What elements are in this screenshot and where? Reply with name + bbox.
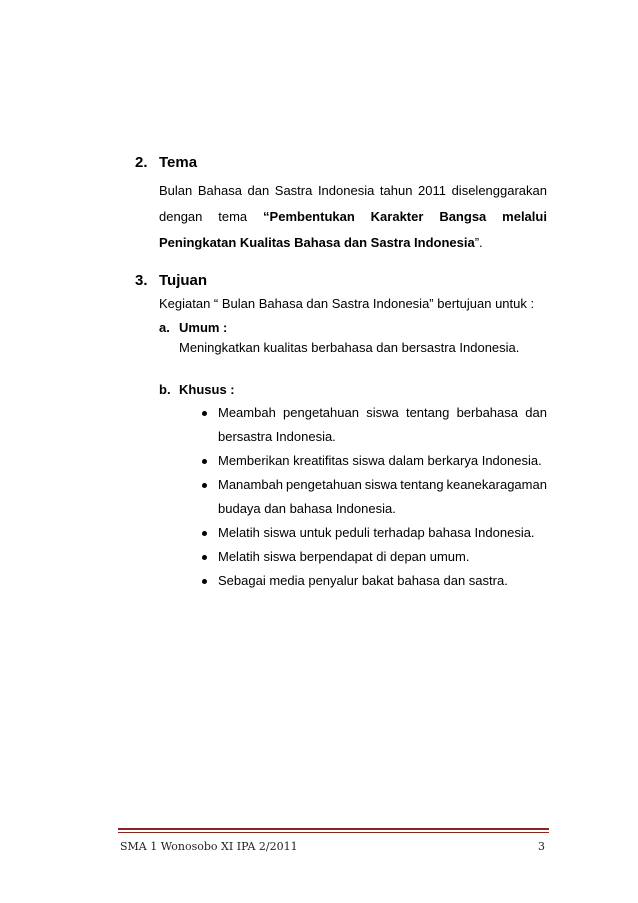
word: pengetahuan [285, 477, 362, 492]
word: Bahasa [197, 183, 242, 198]
word: tentang [400, 477, 444, 492]
word: 2011 [418, 183, 446, 198]
closing-quote: ”. [474, 235, 483, 250]
khusus-bullet-list [197, 401, 547, 593]
section-title: Tema [159, 154, 198, 171]
word: tentang [405, 405, 450, 420]
subsection-khusus [159, 382, 235, 397]
word: tahun [379, 183, 413, 198]
section-title: Tujuan [159, 272, 208, 289]
word: melalui [502, 209, 547, 224]
list-item [197, 449, 547, 473]
bullet-line [218, 473, 547, 497]
word: siswa [364, 477, 398, 492]
footer-rule [118, 828, 549, 830]
subsection-number: b. [159, 382, 171, 397]
umum-text: Meningkatkan kualitas berbahasa dan bersastra Indonesia. [179, 340, 520, 355]
subsection-number: a. [159, 320, 170, 335]
list-item [197, 569, 547, 593]
tema-paragraph [159, 178, 547, 256]
bullet-continuation: budaya dan bahasa Indonesia. [218, 501, 396, 516]
tema-line-2 [159, 204, 547, 230]
subsection-umum [159, 320, 227, 335]
bullet-icon [202, 531, 207, 536]
word: tema [218, 209, 248, 224]
word: berbahasa [456, 405, 519, 420]
subsection-label: Khusus : [179, 382, 235, 397]
footer-school-label: SMA 1 Wonosobo XI IPA 2/2011 [120, 840, 298, 853]
list-item [197, 473, 547, 521]
word: dan [247, 183, 270, 198]
word: Sastra [274, 183, 313, 198]
bullet-icon [202, 411, 207, 416]
word: diselenggarakan [451, 183, 547, 198]
bullet-continuation: bersastra Indonesia. [218, 429, 336, 444]
word: Karakter [370, 209, 424, 224]
list-item [197, 521, 547, 545]
section-heading-tema [135, 154, 197, 171]
tema-line-3 [159, 230, 547, 256]
subsection-label: Umum : [179, 320, 228, 335]
bullet-icon [202, 483, 207, 488]
word: Manambah [218, 477, 284, 492]
bullet-text: Sebagai media penyalur bakat bahasa dan sastra. [218, 573, 508, 588]
theme-title-bold: Peningkatan Kualitas Bahasa dan Sastra Indonesia [159, 235, 475, 250]
footer-rule-thin [118, 832, 549, 833]
bullet-text: Melatih siswa untuk peduli terhadap bahasa Indonesia. [218, 525, 535, 540]
word: pengetahuan [283, 405, 359, 420]
word: Bangsa [439, 209, 487, 224]
section-number: 3. [135, 272, 148, 289]
bullet-icon [202, 459, 207, 464]
page-number: 3 [538, 840, 545, 853]
word: keanekaragaman [446, 477, 547, 492]
tujuan-intro: Kegiatan “ Bulan Bahasa dan Sastra Indonesia” bertujuan untuk : [159, 296, 535, 311]
bullet-line [218, 401, 547, 425]
section-heading-tujuan [135, 272, 207, 289]
bullet-icon [202, 555, 207, 560]
word: “Pembentukan [263, 209, 355, 224]
word: Indonesia [317, 183, 375, 198]
word: dan [525, 405, 547, 420]
section-number: 2. [135, 154, 148, 171]
tema-line-1 [159, 178, 547, 204]
list-item [197, 401, 547, 449]
bullet-text: Memberikan kreatifitas siswa dalam berkarya Indonesia. [218, 453, 542, 468]
bullet-icon [202, 579, 207, 584]
bullet-text: Melatih siswa berpendapat di depan umum. [218, 549, 470, 564]
word: Bulan [159, 183, 193, 198]
word: siswa [366, 405, 399, 420]
list-item [197, 545, 547, 569]
word: Meambah [218, 405, 276, 420]
word: dengan [159, 209, 203, 224]
